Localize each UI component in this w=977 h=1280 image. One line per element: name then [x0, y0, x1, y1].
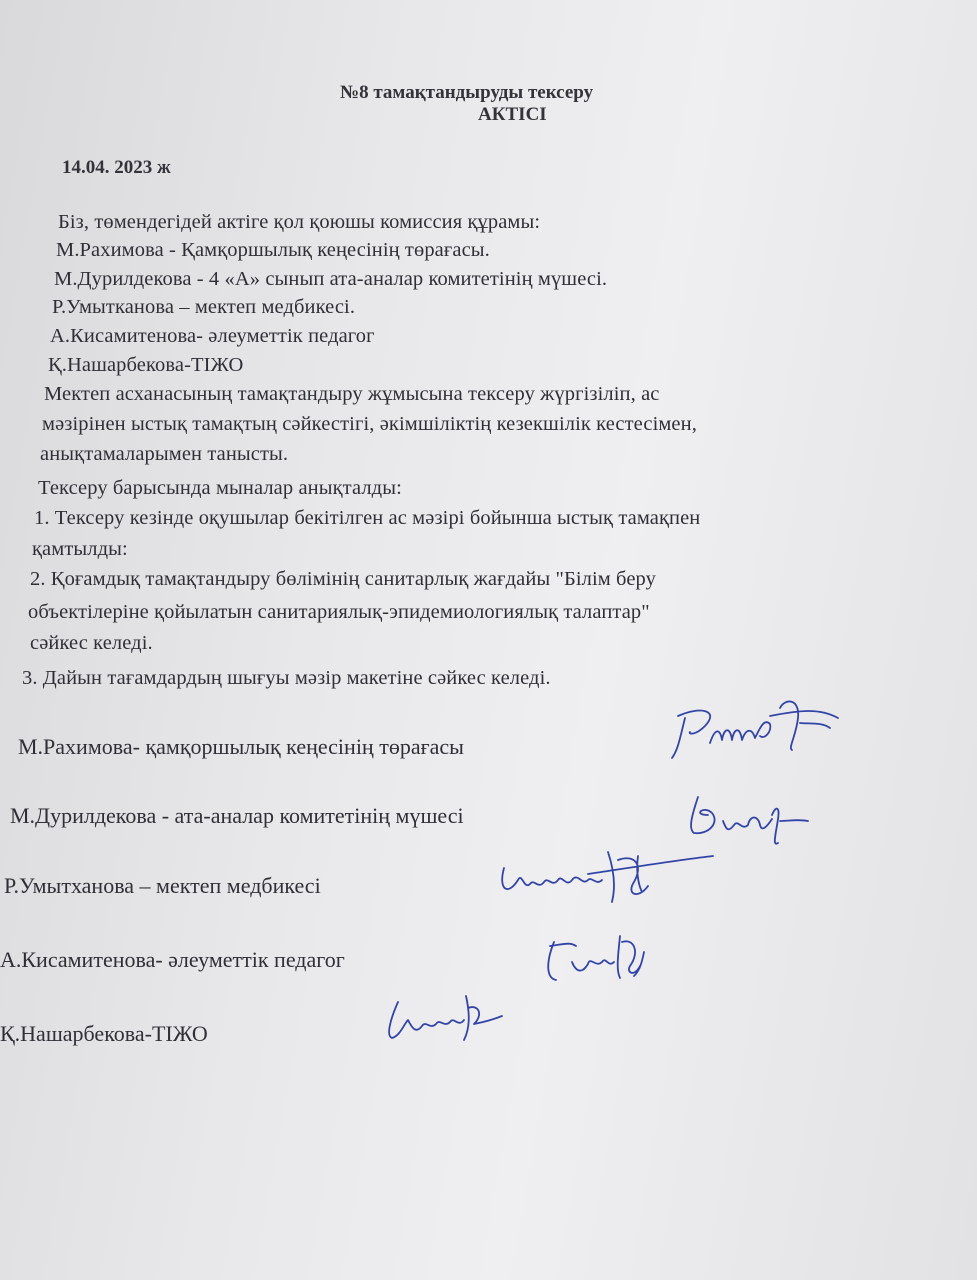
member-line: М.Дурилдекова - 4 «А» сынып ата-аналар комитетінің мүшесі.: [54, 268, 608, 290]
finding-line: сәйкес келеді.: [30, 632, 153, 654]
member-line: Қ.Нашарбекова-ТІЖО: [48, 354, 244, 376]
finding-line: объектілеріне қойылатын санитариялық-эпидемиологиялық талаптар": [28, 601, 650, 623]
finding-line: 1. Тексеру кезінде оқушылар бекітілген ас мәзірі бойынша ыстық тамақпен: [34, 507, 701, 529]
finding-line: 2. Қоғамдық тамақтандыру бөлімінің санитарлық жағдайы "Білім беру: [30, 568, 656, 590]
paragraph-line: анықтамаларымен танысты.: [40, 443, 289, 465]
paragraph-line: Мектеп асханасының тамақтандыру жұмысына тексеру жүргізіліп, ас: [44, 383, 660, 405]
handwritten-signature: [660, 688, 850, 768]
member-line: М.Рахимова - Қамқоршылық кеңесінің төрағасы.: [56, 239, 490, 261]
findings-intro: Тексеру барысында мыналар анықталды:: [38, 477, 402, 499]
signature-label: Қ.Нашарбекова-ТІЖО: [0, 1021, 208, 1046]
document-subtitle: АКТІСІ: [478, 104, 547, 125]
finding-line: қамтылды:: [32, 538, 128, 560]
signature-label: М.Дурилдекова - ата-аналар комитетінің мүшесі: [10, 803, 464, 828]
document-title: №8 тамақтандыруды тексеру: [340, 82, 594, 103]
finding-line: 3. Дайын тағамдардың шығуы мәзір макетіне сәйкес келеді.: [22, 667, 551, 689]
handwritten-signature: [536, 922, 656, 992]
signature-label: Р.Умытханова – мектеп медбикесі: [4, 873, 321, 898]
handwritten-signature: [488, 840, 718, 920]
member-line: А.Кисамитенова- әлеуметтік педагог: [50, 325, 375, 347]
signature-label: М.Рахимова- қамқоршылық кеңесінің төрағасы: [18, 734, 464, 759]
signature-label: А.Кисамитенова- әлеуметтік педагог: [0, 947, 345, 972]
document-date: 14.04. 2023 ж: [62, 157, 171, 178]
handwritten-signature: [378, 984, 508, 1054]
member-line: Р.Умытканова – мектеп медбикесі.: [52, 296, 356, 318]
paragraph-line: мәзірінен ыстық тамақтың сәйкестігі, әкімшіліктің кезекшілік кестесімен,: [42, 413, 697, 435]
commission-intro: Біз, төмендегідей актіге қол қоюшы комиссия құрамы:: [58, 211, 541, 233]
